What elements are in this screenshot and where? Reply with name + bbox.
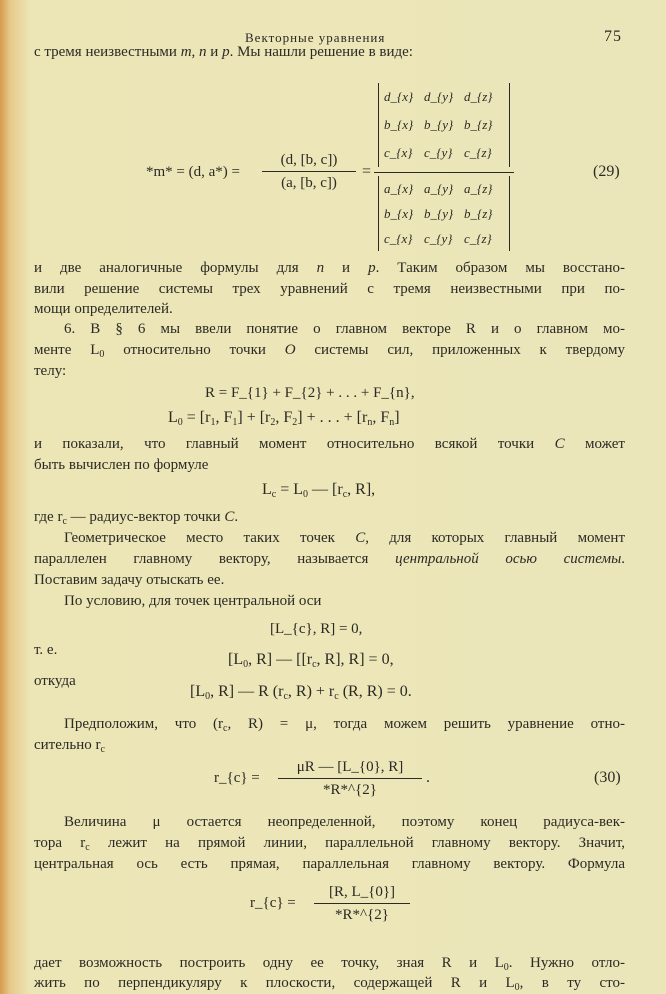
text-line: где $r_c$ — радиус-вектор точки C. (34, 509, 239, 527)
determinant-entry: c_{z} (464, 231, 492, 246)
fraction-denominator: (a, [b, c]) (281, 175, 337, 191)
text-line: По условию, для точек центральной оси (64, 593, 322, 609)
determinant-numerator (378, 83, 510, 167)
determinant-entry: a_{x} (384, 181, 414, 196)
text-line: откуда (34, 673, 76, 689)
equals-sign: = (362, 163, 372, 180)
text-line: с тремя неизвестными m, n и p. Мы нашли решение в виде: (34, 44, 413, 60)
text-line: Величина μ остается неопределенной, поэтому конец радиуса-век- (64, 814, 625, 830)
text-line: и показали, что главный момент относительно всякой точки C может (34, 436, 625, 452)
fraction-numerator: μR — [L_{0}, R] (296, 759, 404, 775)
fraction-bar (374, 172, 514, 173)
text-line: вили решение системы трех уравнений с тремя неизвестными при по- (34, 281, 625, 297)
text-line: дает возможность построить одну ее точку, зная R и $L_0$. Нужно отло- (34, 955, 625, 973)
text-line: сительно $r_c$ (34, 737, 105, 755)
fraction-denominator: *R*^{2} (335, 907, 389, 923)
determinant-denominator (378, 176, 510, 251)
equation-number: (29) (593, 163, 620, 180)
fraction (262, 150, 356, 193)
determinant-entry: b_{z} (464, 117, 493, 132)
equation-lhs: r_{c} = (214, 770, 260, 786)
text-line: 6. В § 6 мы ввели понятие о главном векторе R и о главном мо- (64, 321, 625, 337)
text-line: жить по перпендикуляру к плоскости, содержащей R и $L_0$, в ту сто- (34, 975, 625, 993)
determinant-row (384, 111, 504, 139)
fraction-bar (314, 903, 410, 904)
text-line: менте $L_0$ относительно точки O системы сил, приложенных к твердому (34, 342, 625, 360)
determinant-entry: d_{z} (464, 89, 493, 104)
equation: [$L_0$, R] — [[$r_c$, R], R] = 0, (228, 651, 394, 670)
text-line: телу: (34, 363, 67, 379)
text-line: т. е. (34, 642, 58, 658)
determinant-entry: c_{y} (424, 231, 453, 246)
text-line: параллелен главному вектору, называется центральной осью системы. (34, 551, 625, 567)
equation: $L_0 = [r_1$, $F_1] + [r_2$, $F_2$] + . . . + [$r_n$, $F_n$] (168, 409, 400, 428)
fraction-bar (278, 778, 422, 779)
running-header: Векторные уравнения (245, 30, 386, 45)
fraction-denominator: *R*^{2} (323, 782, 377, 798)
determinant-entry: c_{z} (464, 145, 492, 160)
determinant-row (384, 176, 504, 201)
text-line: Геометрическое место таких точек C, для которых главный момент (64, 530, 625, 546)
determinant-entry: a_{y} (424, 181, 454, 196)
text-line: центральная ось есть прямая, параллельная главному вектору. Формула (34, 856, 625, 872)
fraction-numerator: (d, [b, c]) (280, 152, 338, 168)
page-number: 75 (604, 28, 622, 45)
determinant-row (384, 201, 504, 226)
fraction-numerator: [R, L_{0}] (328, 884, 396, 900)
text-line: тора $r_c$ лежит на прямой линии, параллельной главному вектору. Значит, (34, 835, 625, 853)
fraction (314, 882, 410, 925)
period: . (426, 769, 430, 786)
fraction (278, 757, 422, 800)
fraction-bar (262, 171, 356, 172)
determinant-entry: b_{x} (384, 206, 414, 221)
determinant-row (384, 226, 504, 251)
equation-number: (30) (594, 769, 621, 786)
text-line: Предположим, что ($r_c$, R) = μ, тогда можем решить уравнение отно- (64, 716, 625, 734)
equation: R = F_{1} + F_{2} + . . . + F_{n}, (205, 385, 415, 401)
text-line: Поставим задачу отыскать ее. (34, 572, 225, 588)
equation: $L_c = L_0$ — [$r_c$, R], (262, 481, 376, 500)
determinant-entry: d_{y} (424, 89, 454, 104)
determinant-entry: c_{y} (424, 145, 453, 160)
determinant-row (384, 139, 504, 167)
text-line: быть вычислен по формуле (34, 457, 209, 473)
determinant-entry: b_{x} (384, 117, 414, 132)
determinant-entry: b_{y} (424, 206, 454, 221)
determinant-entry: c_{x} (384, 231, 413, 246)
text-line: мощи определителей. (34, 301, 173, 317)
equation-lhs: *m* = (d, a*) = (146, 164, 240, 180)
equation: [L_{c}, R] = 0, (270, 621, 363, 637)
determinant-entry: c_{x} (384, 145, 413, 160)
determinant-entry: a_{z} (464, 181, 493, 196)
determinant-row (384, 83, 504, 111)
determinant-entry: d_{x} (384, 89, 414, 104)
text-line: и две аналогичные формулы для n и p. Таким образом мы восстано- (34, 260, 625, 276)
equation: [$L_0$, R] — R ($r_c$, $R) + r_c$ (R, R) = 0. (190, 683, 412, 702)
equation-lhs: r_{c} = (250, 895, 296, 911)
determinant-entry: b_{z} (464, 206, 493, 221)
determinant-entry: b_{y} (424, 117, 454, 132)
